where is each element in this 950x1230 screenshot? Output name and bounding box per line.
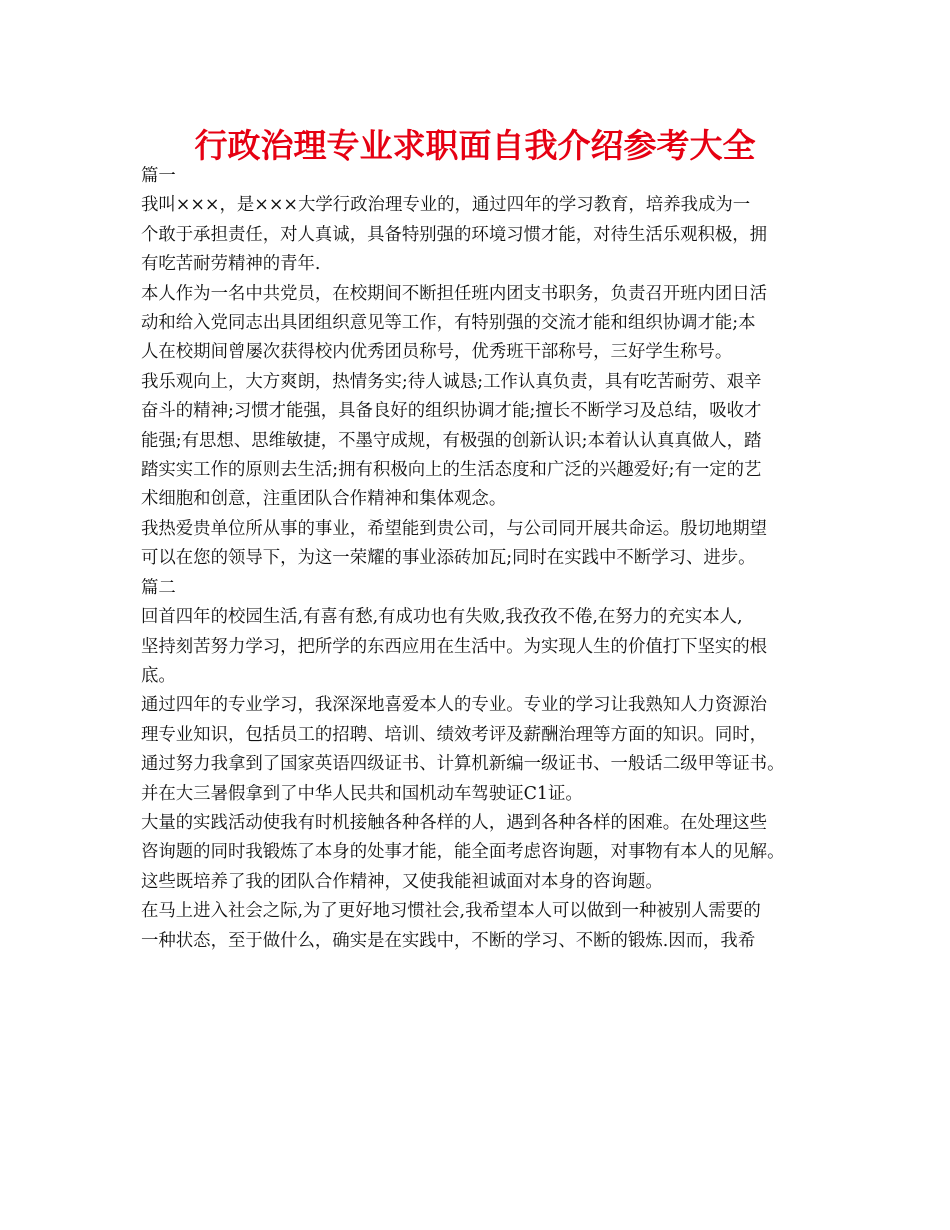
body-line: 理专业知识，包括员工的招聘、培训、绩效考评及薪酬治理等方面的知识。同时， (141, 724, 768, 745)
document-title: 行政治理专业求职面自我介绍参考大全 (194, 126, 756, 165)
body-line: 个敢于承担责任，对人真诚，具备特别强的环境习惯才能，对待生活乐观积极，拥 (141, 224, 768, 245)
body-line: 我叫×××，是×××大学行政治理专业的，通过四年的学习教育，培养我成为一 (141, 195, 751, 216)
body-line: 人在校期间曾屡次获得校内优秀团员称号，优秀班干部称号，三好学生称号。 (141, 342, 733, 363)
body-line: 有吃苦耐劳精神的青年. (141, 254, 321, 275)
section-heading: 篇二 (141, 577, 176, 598)
body-line: 咨询题的同时我锻炼了本身的处事才能，能全面考虑咨询题，对事物有本人的见解。 (141, 842, 785, 863)
body-line: 底。 (141, 665, 176, 686)
body-line: 一种状态，至于做什么，确实是在实践中，不断的学习、不断的锻炼.因而，我希 (141, 930, 756, 951)
body-line: 坚持刻苦努力学习，把所学的东西应用在生活中。为实现人生的价值打下坚实的根 (141, 636, 768, 657)
body-line: 通过四年的专业学习，我深深地喜爱本人的专业。专业的学习让我熟知人力资源治 (141, 695, 768, 716)
body-line: 我热爱贵单位所从事的事业，希望能到贵公司，与公司同开展共命运。殷切地期望 (141, 518, 768, 539)
body-line: 回首四年的校园生活,有喜有愁,有成功也有失败,我孜孜不倦,在努力的充实本人, (141, 607, 743, 628)
body-line: 术细胞和创意，注重团队合作精神和集体观念。 (141, 489, 507, 510)
section-heading: 篇一 (141, 166, 176, 186)
body-line: 本人作为一名中共党员，在校期间不断担任班内团支书职务，负责召开班内团日活 (141, 283, 768, 304)
body-line: 并在大三暑假拿到了中华人民共和国机动车驾驶证C1证。 (141, 783, 583, 804)
body-line: 可以在您的领导下，为这一荣耀的事业添砖加瓦;同时在实践中不断学习、进步。 (141, 548, 756, 569)
body-line: 在马上进入社会之际,为了更好地习惯社会,我希望本人可以做到一种被别人需要的 (141, 901, 761, 922)
body-line: 能强;有思想、思维敏捷，不墨守成规，有极强的创新认识;本着认认真真做人，踏 (141, 430, 762, 451)
body-line: 我乐观向上，大方爽朗，热情务实;待人诚恳;工作认真负责，具有吃苦耐劳、艰辛 (141, 371, 762, 392)
body-line: 这些既培养了我的团队合作精神，又使我能袒诚面对本身的咨询题。 (141, 871, 663, 892)
body-line: 奋斗的精神;习惯才能强，具备良好的组织协调才能;擅长不断学习及总结，吸收才 (141, 401, 762, 422)
document-body (141, 162, 841, 956)
body-line: 大量的实践活动使我有时机接触各种各样的人，遇到各种各样的困难。在处理这些 (141, 812, 768, 833)
body-line: 踏实实工作的原则去生活;拥有积极向上的生活态度和广泛的兴趣爱好;有一定的艺 (141, 460, 762, 481)
body-line: 动和给入党同志出具团组织意见等工作，有特别强的交流才能和组织协调才能;本 (141, 313, 756, 334)
body-line: 通过努力我拿到了国家英语四级证书、计算机新编一级证书、一般话二级甲等证书。 (141, 754, 785, 775)
